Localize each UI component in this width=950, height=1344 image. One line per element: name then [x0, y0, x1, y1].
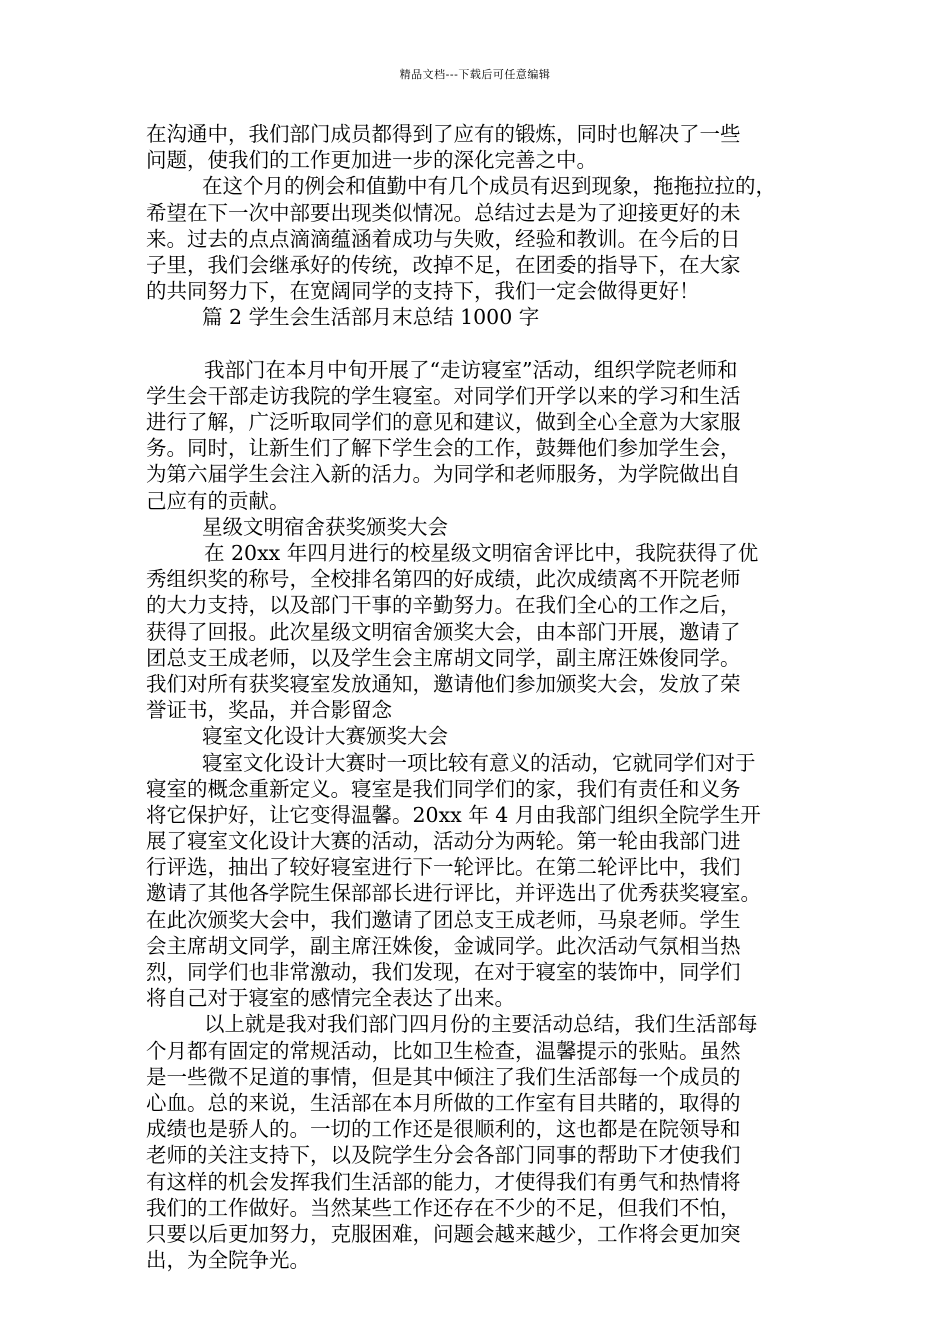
paragraph-line: 务。同时，让新生们了解下学生会的工作，鼓舞他们参加学生会，	[146, 436, 741, 461]
paragraph-line: 展了寝室文化设计大赛的活动，活动分为两轮。第一轮由我部门进	[146, 829, 741, 854]
document-body	[146, 121, 826, 1273]
paragraph-line: 邀请了其他各学院生保部部长进行评比，并评选出了优秀获奖寝室。	[146, 881, 761, 906]
subsection-heading: 星级文明宿舍获奖颁奖大会	[202, 514, 448, 539]
paragraph-line: 在沟通中，我们部门成员都得到了应有的锻炼，同时也解决了一些	[146, 122, 741, 146]
paragraph-line: 在此次颁奖大会中，我们邀请了团总支王成老师，马泉老师。学生	[146, 907, 741, 932]
paragraph-line: 在这个月的例会和值勤中有几个成员有迟到现象，拖拖拉拉的，	[202, 174, 776, 199]
paragraph-line: 的共同努力下，在宽阔同学的支持下，我们一定会做得更好！	[146, 279, 700, 304]
paragraph-line: 学生会干部走访我院的学生寝室。对同学们开学以来的学习和生活	[146, 383, 741, 408]
page-header: 精品文档---下载后可任意编辑	[399, 68, 551, 81]
paragraph-line: 有这样的机会发挥我们生活部的能力，才使得我们有勇气和热情将	[146, 1169, 741, 1194]
paragraph-line: 出，为全院争光。	[146, 1248, 310, 1273]
paragraph-line: 个月都有固定的常规活动，比如卫生检查，温馨提示的张贴。虽然	[146, 1038, 741, 1063]
paragraph-line: 己应有的贡献。	[146, 488, 290, 513]
paragraph-line: 只要以后更加努力，克服困难，问题会越来越少，工作将会更加突	[146, 1221, 741, 1246]
paragraph-line: 秀组织奖的称号，全校排名第四的好成绩，此次成绩离不开院老师	[146, 567, 741, 592]
paragraph-line: 会主席胡文同学，副主席汪姝俊，金诚同学。此次活动气氛相当热	[146, 933, 741, 958]
paragraph-line: 将它保护好，让它变得温馨。20xx 年 4 月由我部门组织全院学生开	[146, 802, 761, 827]
paragraph-line: 老师的关注支持下，以及院学生分会各部门同事的帮助下才使我们	[146, 1143, 741, 1168]
blank-line	[146, 331, 826, 357]
paragraph-line: 行评选，抽出了较好寝室进行下一轮评比。在第二轮评比中，我们	[146, 855, 741, 880]
paragraph-line: 希望在下一次中部要出现类似情况。总结过去是为了迎接更好的未	[146, 200, 741, 225]
paragraph-line: 以上就是我对我们部门四月份的主要活动总结，我们生活部每	[204, 1012, 758, 1037]
paragraph-line: 子里，我们会继承好的传统，改掉不足，在团委的指导下，在大家	[146, 252, 741, 277]
paragraph-line: 烈，同学们也非常激动，我们发现，在对于寝室的装饰中，同学们	[146, 960, 741, 984]
paragraph-line: 进行了解，广泛听取同学们的意见和建议，做到全心全意为大家服	[146, 410, 741, 435]
paragraph-line: 获得了回报。此次星级文明宿舍颁奖大会，由本部门开展，邀请了	[146, 619, 741, 644]
subsection-heading: 寝室文化设计大赛颁奖大会	[202, 724, 448, 749]
paragraph-line: 的大力支持，以及部门干事的辛勤努力。在我们全心的工作之后，	[146, 593, 741, 618]
paragraph-line: 来。过去的点点滴滴蕴涵着成功与失败，经验和教训。在今后的日	[146, 226, 741, 251]
paragraph-line: 问题，使我们的工作更加进一步的深化完善之中。	[146, 148, 597, 173]
paragraph-line: 是一些微不足道的事情，但是其中倾注了我们生活部每一个成员的	[146, 1064, 741, 1089]
paragraph-line: 誉证书，奖品，并合影留念	[146, 698, 392, 723]
paragraph-line: 我们的工作做好。当然某些工作还存在不少的不足，但我们不怕，	[146, 1195, 741, 1220]
paragraph-line: 团总支王成老师，以及学生会主席胡文同学，副主席汪姝俊同学。	[146, 645, 741, 670]
paragraph-line: 寝室文化设计大赛时一项比较有意义的活动，它就同学们对于	[202, 750, 756, 775]
section-heading: 篇 2 学生会生活部月末总结 1000 字	[202, 305, 540, 330]
paragraph-line: 我部门在本月中旬开展了“走访寝室”活动，组织学院老师和	[204, 357, 738, 382]
paragraph-line: 在 20xx 年四月进行的校星级文明宿舍评比中，我院获得了优	[204, 541, 759, 565]
paragraph-line: 心血。总的来说，生活部在本月所做的工作室有目共睹的，取得的	[146, 1090, 741, 1115]
paragraph-line: 我们对所有获奖寝室发放通知，邀请他们参加颁奖大会，发放了荣	[146, 671, 741, 696]
paragraph-line: 成绩也是骄人的。一切的工作还是很顺利的，这也都是在院领导和	[146, 1117, 741, 1142]
paragraph-line: 为第六届学生会注入新的活力。为同学和老师服务，为学院做出自	[146, 462, 741, 487]
paragraph-line: 将自己对于寝室的感情完全表达了出来。	[146, 986, 515, 1011]
paragraph-line: 寝室的概念重新定义。寝室是我们同学们的家，我们有责任和义务	[146, 776, 741, 801]
